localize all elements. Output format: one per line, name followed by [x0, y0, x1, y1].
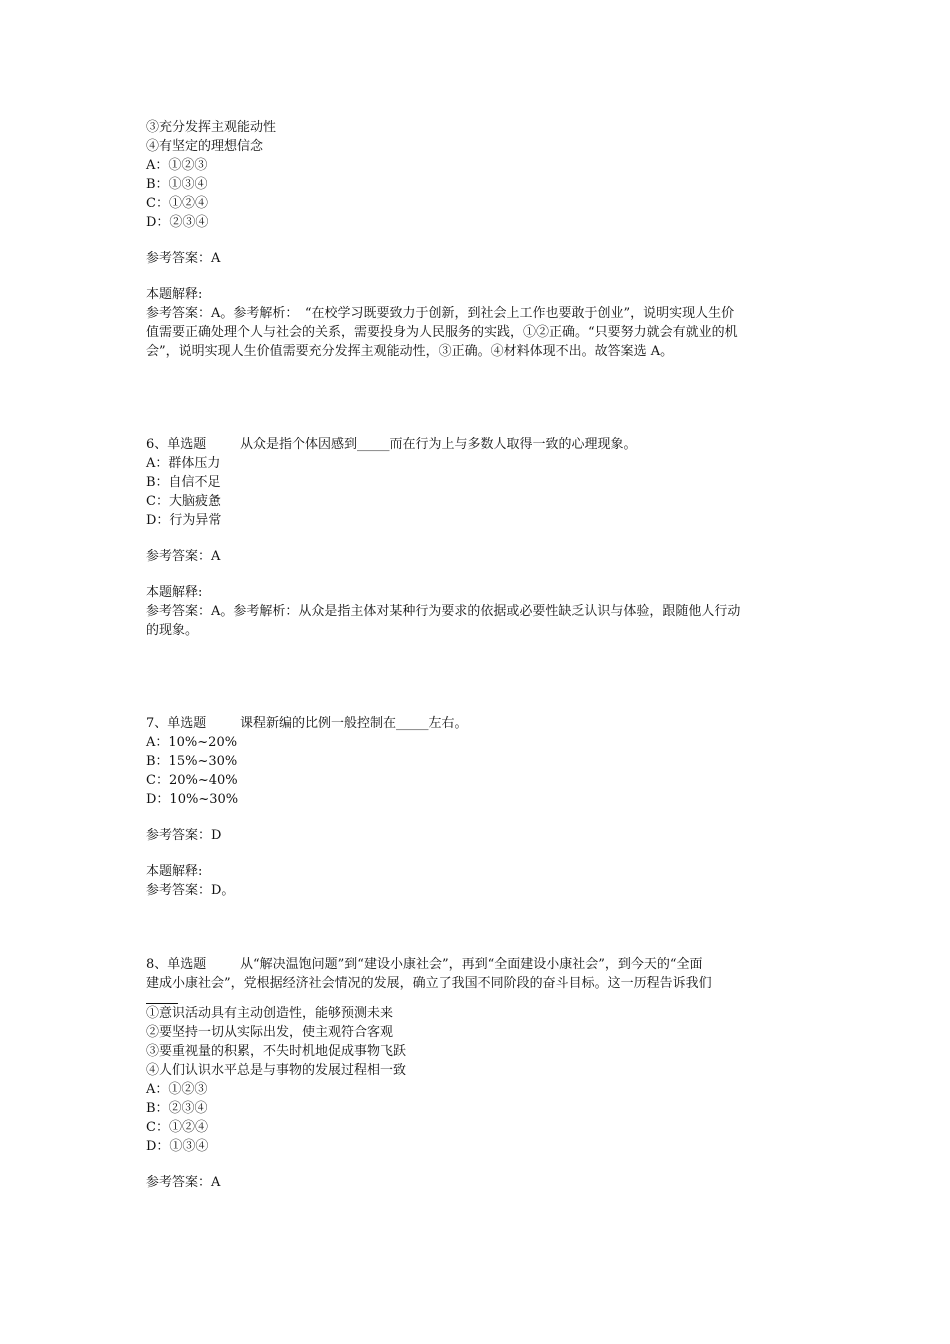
explanation-label: 本题解释:: [146, 864, 203, 879]
question-stem: 课程新编的比例一般控制在_____左右。: [240, 716, 468, 731]
question-number: 7、单选题: [146, 716, 207, 731]
question-8: [146, 955, 816, 1192]
question-7: [146, 714, 816, 900]
statement-item: ③要重视量的积累，不失时机地促成事物飞跃: [146, 1044, 407, 1059]
question-header: [146, 955, 816, 974]
reference-answer: 参考答案：A: [146, 1175, 221, 1190]
explanation-line: 参考答案：D。: [146, 883, 235, 898]
question-number: 6、单选题: [146, 437, 207, 452]
option-a: A：10%~20%: [146, 735, 238, 750]
option-d: D：②③④: [146, 215, 209, 230]
question-6: [146, 435, 816, 640]
statement-item: ③充分发挥主观能动性: [146, 120, 277, 135]
statement-item: ②要坚持一切从实际出发，使主观符合客观: [146, 1025, 394, 1040]
option-b: B：①③④: [146, 177, 208, 192]
option-b: B：②③④: [146, 1101, 208, 1116]
statement-item: ④人们认识水平总是与事物的发展过程相一致: [146, 1063, 407, 1078]
document-page: [146, 118, 816, 1192]
statement-item: ④有坚定的理想信念: [146, 139, 264, 154]
explanation-line: 参考答案：A。参考解析：从众是指主体对某种行为要求的依据或必要性缺乏认识与体验，跟随他人行动: [146, 604, 741, 619]
question-5: [146, 118, 816, 361]
question-header: [146, 714, 816, 733]
statement-item: ①意识活动具有主动创造性，能够预测未来: [146, 1006, 394, 1021]
question-stem-line: 从“解决温饱问题”到“建设小康社会”，再到“全面建设小康社会”，到今天的“全面: [240, 957, 703, 972]
option-c: C：①②④: [146, 1120, 208, 1135]
option-d: D：①③④: [146, 1139, 209, 1154]
question-number: 8、单选题: [146, 957, 207, 972]
option-a: A：群体压力: [146, 456, 221, 471]
explanation-label: 本题解释:: [146, 287, 203, 302]
option-c: C：20%~40%: [146, 773, 238, 788]
option-b: B：自信不足: [146, 475, 221, 490]
explanation-line: 会”，说明实现人生价值需要充分发挥主观能动性，③正确。④材料体现不出。故答案选 A。: [146, 344, 674, 359]
explanation-line: 参考答案：A。参考解析： “在校学习既要致力于创新，到社会上工作也要敢于创业”，说明实现人生价: [146, 306, 735, 321]
explanation-label: 本题解释:: [146, 585, 203, 600]
option-c: C：①②④: [146, 196, 208, 211]
option-a: A：①②③: [146, 158, 208, 173]
reference-answer: 参考答案：D: [146, 828, 222, 843]
question-stem-line: 建成小康社会”，党根据经济社会情况的发展，确立了我国不同阶段的奋斗目标。这一历程告诉我们: [146, 976, 712, 991]
reference-answer: 参考答案：A: [146, 549, 221, 564]
answer-blank: [146, 993, 178, 1004]
explanation-line: 的现象。: [146, 623, 199, 638]
option-a: A：①②③: [146, 1082, 208, 1097]
option-d: D：行为异常: [146, 513, 222, 528]
option-c: C：大脑疲惫: [146, 494, 221, 509]
option-d: D：10%~30%: [146, 792, 239, 807]
option-b: B：15%~30%: [146, 754, 238, 769]
question-stem: 从众是指个体因感到_____而在行为上与多数人取得一致的心理现象。: [240, 437, 637, 452]
reference-answer: 参考答案：A: [146, 251, 221, 266]
explanation-line: 值需要正确处理个人与社会的关系，需要投身为人民服务的实践，①②正确。“只要努力就会有就业的机: [146, 325, 738, 340]
question-header: [146, 435, 816, 454]
